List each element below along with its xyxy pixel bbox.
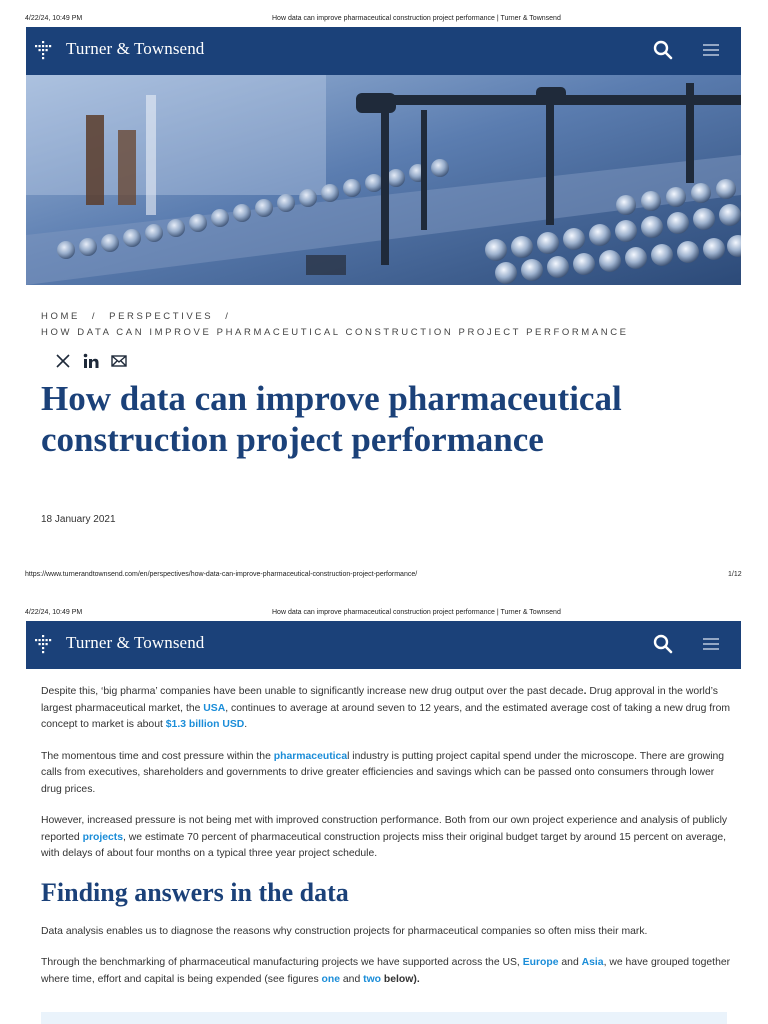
breadcrumb xyxy=(41,309,629,341)
link-asia[interactable]: Asia xyxy=(581,957,604,968)
print-page-title: How data can improve pharmaceutical construction project performance | Turner & Townsend xyxy=(272,15,561,22)
print-header xyxy=(0,606,768,620)
link-usa[interactable]: USA xyxy=(203,702,226,714)
hamburger-menu-icon[interactable] xyxy=(702,635,720,653)
link-projects[interactable]: projects xyxy=(82,831,124,843)
article-body xyxy=(41,684,731,1003)
link-drug-cost[interactable]: $1.3 billion USD xyxy=(165,719,245,730)
tt-logo-icon[interactable] xyxy=(34,41,52,61)
paragraph: Data analysis enables us to diagnose the reasons why construction projects for pharmaceutical companies so often miss their mark. xyxy=(41,925,648,937)
paragraph: The momentous time and cost pressure within the pharmaceutical industry is putting project capital spend under the microscope. There are growing calls from executives, shareholders and governments to drive greater efficiencies and savings which can be passed onto consumers through lower drug prices. xyxy=(41,750,725,795)
article-title: How data can improve pharmaceutical construction project performance xyxy=(41,379,622,459)
article-date: 18 January 2021 xyxy=(41,514,116,525)
breadcrumb-separator: / xyxy=(91,311,98,322)
hamburger-menu-icon[interactable] xyxy=(702,41,720,59)
link-figure-one[interactable]: one xyxy=(321,973,341,985)
share-links xyxy=(54,352,128,370)
hero-image-pharma-vials xyxy=(26,75,741,285)
search-icon[interactable] xyxy=(652,633,674,655)
linkedin-icon[interactable] xyxy=(82,352,100,370)
breadcrumb-perspectives-link[interactable]: PERSPECTIVES xyxy=(109,311,214,322)
print-page-title: How data can improve pharmaceutical construction project performance | Turner & Townsend xyxy=(272,609,561,616)
paragraph: Despite this, ‘big pharma’ companies have been unable to significantly increase new drug output over the past decade. Drug approval in the world’s largest pharmaceutical market, the USA, continues to average at around seven to 12 years, and the estimated average cost of taking a new drug from concept to market is about $1.3 billion USD. xyxy=(41,686,731,730)
breadcrumb-current: HOW DATA CAN IMPROVE PHARMACEUTICAL CONSTRUCTION PROJECT PERFORMANCE xyxy=(41,327,629,338)
print-timestamp: 4/22/24, 10:49 PM xyxy=(25,15,83,22)
breadcrumb-home-link[interactable]: HOME xyxy=(41,311,80,322)
search-icon[interactable] xyxy=(652,39,674,61)
print-url: https://www.turnerandtownsend.com/en/perspectives/how-data-can-improve-pharmaceutical-construction-project-performance/ xyxy=(25,571,418,578)
tt-logo-icon[interactable] xyxy=(34,635,52,655)
paragraph: However, increased pressure is not being met with improved construction performance. Both from our own project experience and analysis of publicly reported projects, we estimate 70 percent of pharmaceutical construction projects miss their original budget target by around 15 percent on average, with delays of about four months on a typical three year project schedule. xyxy=(41,815,728,859)
print-timestamp: 4/22/24, 10:49 PM xyxy=(25,609,83,616)
figure-callout-box xyxy=(41,1012,727,1024)
x-icon[interactable] xyxy=(54,352,72,370)
link-figure-two[interactable]: two xyxy=(363,973,382,985)
brand-name[interactable]: Turner & Townsend xyxy=(66,39,205,58)
site-header xyxy=(26,27,741,75)
email-icon[interactable] xyxy=(110,352,128,370)
site-header xyxy=(26,621,741,669)
paragraph: Through the benchmarking of pharmaceutical manufacturing projects we have supported across the US, Europe and Asia, we have grouped together where time, effort and capital is being expended (see figures one and two below). xyxy=(41,957,731,985)
breadcrumb-separator: / xyxy=(225,311,231,322)
link-pharmaceutical[interactable]: pharmaceutica xyxy=(273,750,348,762)
section-heading: Finding answers in the data xyxy=(41,877,349,907)
print-header xyxy=(0,12,768,26)
link-europe[interactable]: Europe xyxy=(522,957,559,968)
print-page-number: 1/12 xyxy=(728,571,742,578)
brand-name[interactable]: Turner & Townsend xyxy=(66,633,205,652)
